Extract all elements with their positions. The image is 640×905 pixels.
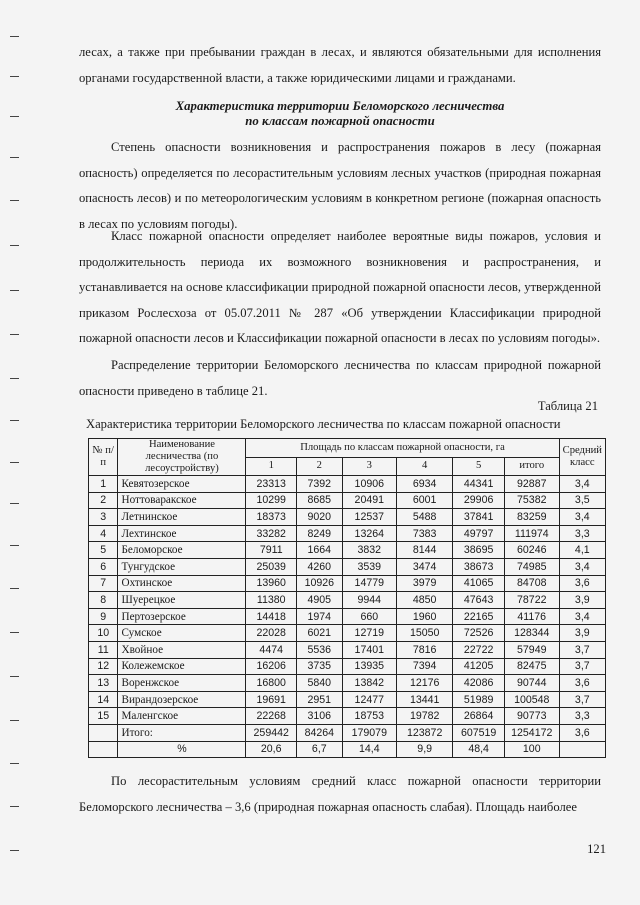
cell-total: 74985 [504, 558, 559, 575]
total-class-1: 259442 [246, 724, 297, 741]
cell-n: 8 [89, 592, 118, 609]
cell-name: Тунгудское [118, 558, 246, 575]
cell-n: 4 [89, 525, 118, 542]
cell-total: 90744 [504, 675, 559, 692]
section-heading [90, 99, 590, 129]
percent-class-2: 6,7 [297, 741, 343, 758]
cell-n: 6 [89, 558, 118, 575]
cell-name: Лехтинское [118, 525, 246, 542]
cell-avg: 3,4 [559, 476, 605, 493]
cell-name: Пертозерское [118, 608, 246, 625]
margin-mark [10, 806, 19, 807]
cell-c3: 10906 [342, 476, 396, 493]
margin-mark [10, 462, 19, 463]
cell-total: 84708 [504, 575, 559, 592]
cell-total: 75382 [504, 492, 559, 509]
cell-n: 15 [89, 708, 118, 725]
cell-c4: 12176 [397, 675, 453, 692]
cell-c4: 19782 [397, 708, 453, 725]
cell-c5: 42086 [453, 675, 505, 692]
cell-n: 5 [89, 542, 118, 559]
cell-c4: 8144 [397, 542, 453, 559]
table-row [89, 608, 606, 625]
cell-c4: 3979 [397, 575, 453, 592]
cell-c1: 18373 [246, 509, 297, 526]
cell-c1: 23313 [246, 476, 297, 493]
cell-c4: 4850 [397, 592, 453, 609]
cell-c3: 12719 [342, 625, 396, 642]
table-number: Таблица 21 [537, 399, 598, 413]
header-class-4: 4 [397, 457, 453, 476]
cell-name: Воренжское [118, 675, 246, 692]
header-avg-class: Средний класс [559, 439, 605, 476]
cell-c3: 12477 [342, 691, 396, 708]
cell-total: 57949 [504, 641, 559, 658]
margin-mark [10, 503, 19, 504]
cell-c5: 47643 [453, 592, 505, 609]
cell-c4: 6001 [397, 492, 453, 509]
total-class-5: 607519 [453, 724, 505, 741]
cell-total: 111974 [504, 525, 559, 542]
total-sum: 1254172 [504, 724, 559, 741]
cell-c2: 9020 [297, 509, 343, 526]
percent-class-1: 20,6 [246, 741, 297, 758]
cell-n: 13 [89, 675, 118, 692]
cell-c4: 7816 [397, 641, 453, 658]
cell-c5: 49797 [453, 525, 505, 542]
cell-c3: 13264 [342, 525, 396, 542]
table-total-row [89, 724, 606, 741]
cell-name: Колежемское [118, 658, 246, 675]
cell-total: 90773 [504, 708, 559, 725]
closing-paragraph: По лесорастительным условиям средний класс пожарной опасности территории Беломорского лесничества – 3,6 (природная пожарная опасность слабая). Площадь наиболее [79, 774, 601, 814]
percent-class-5: 48,4 [453, 741, 505, 758]
cell-c5: 29906 [453, 492, 505, 509]
cell-c5: 26864 [453, 708, 505, 725]
cell-c5: 44341 [453, 476, 505, 493]
cell-c3: 9944 [342, 592, 396, 609]
table-row [89, 492, 606, 509]
cell-c4: 15050 [397, 625, 453, 642]
cell-c4: 1960 [397, 608, 453, 625]
cell-n: 11 [89, 641, 118, 658]
table-row [89, 658, 606, 675]
cell-c5: 41065 [453, 575, 505, 592]
cell-total: 41176 [504, 608, 559, 625]
cell-total: 78722 [504, 592, 559, 609]
cell-c1: 33282 [246, 525, 297, 542]
header-num: № п/п [89, 439, 118, 476]
table-row [89, 509, 606, 526]
cell-c5: 38695 [453, 542, 505, 559]
percent-class-3: 14,4 [342, 741, 396, 758]
cell-avg: 3,7 [559, 691, 605, 708]
cell-c2: 8685 [297, 492, 343, 509]
cell-name: Ноттоваракское [118, 492, 246, 509]
cell-avg: 3,7 [559, 658, 605, 675]
cell-c2: 2951 [297, 691, 343, 708]
cell-n: 12 [89, 658, 118, 675]
header-area-group: Площадь по классам пожарной опасности, га [246, 439, 559, 458]
cell-n: 9 [89, 608, 118, 625]
header-class-2: 2 [297, 457, 343, 476]
section-heading-line-1: Характеристика территории Беломорского лесничества [175, 99, 505, 113]
percent-label: % [118, 741, 246, 758]
cell-name: Шуерецкое [118, 592, 246, 609]
cell-c5: 22165 [453, 608, 505, 625]
margin-mark [10, 76, 19, 77]
margin-mark [10, 36, 19, 37]
table-row [89, 525, 606, 542]
cell-n: 10 [89, 625, 118, 642]
percent-class-4: 9,9 [397, 741, 453, 758]
margin-mark [10, 720, 19, 721]
cell-c4: 3474 [397, 558, 453, 575]
cell-avg: 3,5 [559, 492, 605, 509]
cell-c3: 13842 [342, 675, 396, 692]
cell-avg: 3,3 [559, 708, 605, 725]
cell-c2: 4905 [297, 592, 343, 609]
total-class-2: 84264 [297, 724, 343, 741]
cell-c1: 19691 [246, 691, 297, 708]
table-row [89, 708, 606, 725]
margin-mark [10, 378, 19, 379]
cell-c1: 22028 [246, 625, 297, 642]
table-row [89, 558, 606, 575]
margin-mark [10, 588, 19, 589]
margin-mark [10, 290, 19, 291]
cell-c3: 660 [342, 608, 396, 625]
cell-total: 128344 [504, 625, 559, 642]
cell-avg: 3,4 [559, 558, 605, 575]
cell-total: 100548 [504, 691, 559, 708]
cell-c5: 41205 [453, 658, 505, 675]
cell-avg: 3,4 [559, 509, 605, 526]
cell-name: Сумское [118, 625, 246, 642]
cell-n: 7 [89, 575, 118, 592]
cell-c1: 14418 [246, 608, 297, 625]
cell-c1: 16206 [246, 658, 297, 675]
cell-c3: 17401 [342, 641, 396, 658]
cell-c4: 13441 [397, 691, 453, 708]
cell-c3: 14779 [342, 575, 396, 592]
cell-c2: 7392 [297, 476, 343, 493]
cell-n: 14 [89, 691, 118, 708]
cell-name: Кевятозерское [118, 476, 246, 493]
percent-total: 100 [504, 741, 559, 758]
table-row [89, 542, 606, 559]
cell-total: 92887 [504, 476, 559, 493]
cell-c2: 1974 [297, 608, 343, 625]
margin-mark [10, 157, 19, 158]
table-row [89, 575, 606, 592]
total-avg: 3,6 [559, 724, 605, 741]
header-class-3: 3 [342, 457, 396, 476]
margin-mark [10, 334, 19, 335]
paragraph-distribution: Распределение территории Беломорского лесничества по классам природной пожарной опасности приведено в таблице 21. [79, 358, 601, 398]
margin-mark [10, 200, 19, 201]
margin-mark [10, 676, 19, 677]
cell-n: 1 [89, 476, 118, 493]
cell-name: Беломорское [118, 542, 246, 559]
table-row [89, 641, 606, 658]
cell-c3: 13935 [342, 658, 396, 675]
section-heading-line-2: по классам пожарной опасности [245, 114, 435, 128]
table-row [89, 592, 606, 609]
cell-c2: 5840 [297, 675, 343, 692]
margin-mark [10, 116, 19, 117]
cell-c5: 22722 [453, 641, 505, 658]
header-class-1: 1 [246, 457, 297, 476]
cell-name: Вирандозерское [118, 691, 246, 708]
cell-c2: 3106 [297, 708, 343, 725]
cell-c5: 37841 [453, 509, 505, 526]
cell-c1: 7911 [246, 542, 297, 559]
total-class-3: 179079 [342, 724, 396, 741]
cell-c1: 13960 [246, 575, 297, 592]
cell-total: 83259 [504, 509, 559, 526]
cell-c2: 1664 [297, 542, 343, 559]
cell-c1: 25039 [246, 558, 297, 575]
margin-mark [10, 632, 19, 633]
paragraph-fire-danger: Степень опасности возникновения и распространения пожаров в лесу (пожарная опасность) определяется по лесорастительным условиям лесных участков (природная пожарная опасность лесов) и по метеорологическим условиям в конкретном регионе (пожарная опасность в лесах по условиям погоды). [79, 140, 601, 231]
cell-avg: 3,9 [559, 625, 605, 642]
cell-total: 82475 [504, 658, 559, 675]
fire-danger-table [88, 438, 606, 758]
margin-mark [10, 763, 19, 764]
cell-c1: 16800 [246, 675, 297, 692]
table-caption: Характеристика территории Беломорского лесничества по классам пожарной опасности [86, 417, 561, 431]
percent-avg [559, 741, 605, 758]
cell-avg: 3,6 [559, 675, 605, 692]
cell-c4: 7383 [397, 525, 453, 542]
cell-c3: 12537 [342, 509, 396, 526]
cell-c2: 8249 [297, 525, 343, 542]
margin-mark [10, 850, 19, 851]
cell-name: Хвойное [118, 641, 246, 658]
cell-c1: 11380 [246, 592, 297, 609]
cell-c3: 18753 [342, 708, 396, 725]
header-class-5: 5 [453, 457, 505, 476]
cell-name: Маленгское [118, 708, 246, 725]
cell-c2: 5536 [297, 641, 343, 658]
cell-c2: 3735 [297, 658, 343, 675]
cell-c3: 20491 [342, 492, 396, 509]
table-row [89, 675, 606, 692]
cell-avg: 3,7 [559, 641, 605, 658]
cell-c2: 6021 [297, 625, 343, 642]
cell-c1: 4474 [246, 641, 297, 658]
total-label: Итого: [118, 724, 246, 741]
cell-n: 3 [89, 509, 118, 526]
cell-c2: 10926 [297, 575, 343, 592]
intro-paragraph: лесах, а также при пребывании граждан в лесах, и являются обязательными для исполнения органами государственной власти, а также юридическими лицами и гражданами. [79, 45, 601, 85]
table-percent-row [89, 741, 606, 758]
cell-total: 60246 [504, 542, 559, 559]
cell-c4: 7394 [397, 658, 453, 675]
margin-mark [10, 420, 19, 421]
table-row [89, 625, 606, 642]
cell-c5: 72526 [453, 625, 505, 642]
cell-c3: 3832 [342, 542, 396, 559]
table-row [89, 691, 606, 708]
cell-c4: 5488 [397, 509, 453, 526]
margin-mark [10, 245, 19, 246]
header-class-total: итого [504, 457, 559, 476]
margin-mark [10, 545, 19, 546]
cell-c1: 22268 [246, 708, 297, 725]
cell-avg: 3,9 [559, 592, 605, 609]
cell-avg: 4,1 [559, 542, 605, 559]
cell-avg: 3,4 [559, 608, 605, 625]
cell-c3: 3539 [342, 558, 396, 575]
total-class-4: 123872 [397, 724, 453, 741]
cell-avg: 3,6 [559, 575, 605, 592]
cell-c5: 51989 [453, 691, 505, 708]
cell-c1: 10299 [246, 492, 297, 509]
cell-name: Охтинское [118, 575, 246, 592]
cell-n: 2 [89, 492, 118, 509]
cell-c4: 6934 [397, 476, 453, 493]
cell-c2: 4260 [297, 558, 343, 575]
page-number: 121 [587, 842, 606, 856]
table-body [89, 476, 606, 725]
cell-name: Летнинское [118, 509, 246, 526]
paragraph-danger-class: Класс пожарной опасности определяет наиболее вероятные виды пожаров, условия и продолжительность периода их возможного возникновения и распространения, и устанавливается на основе классификации природной пожарной опасности лесов, утвержденной приказом Рослесхоза от 05.07.2011 № 287 «Об утверждении Классификации природной пожарной опасности лесов и Классификации пожарной опасности в лесах по условиям погоды». [79, 229, 601, 345]
cell-c5: 38673 [453, 558, 505, 575]
cell-avg: 3,3 [559, 525, 605, 542]
table-row [89, 476, 606, 493]
header-name: Наименование лесничества (по лесоустройству) [118, 439, 246, 476]
